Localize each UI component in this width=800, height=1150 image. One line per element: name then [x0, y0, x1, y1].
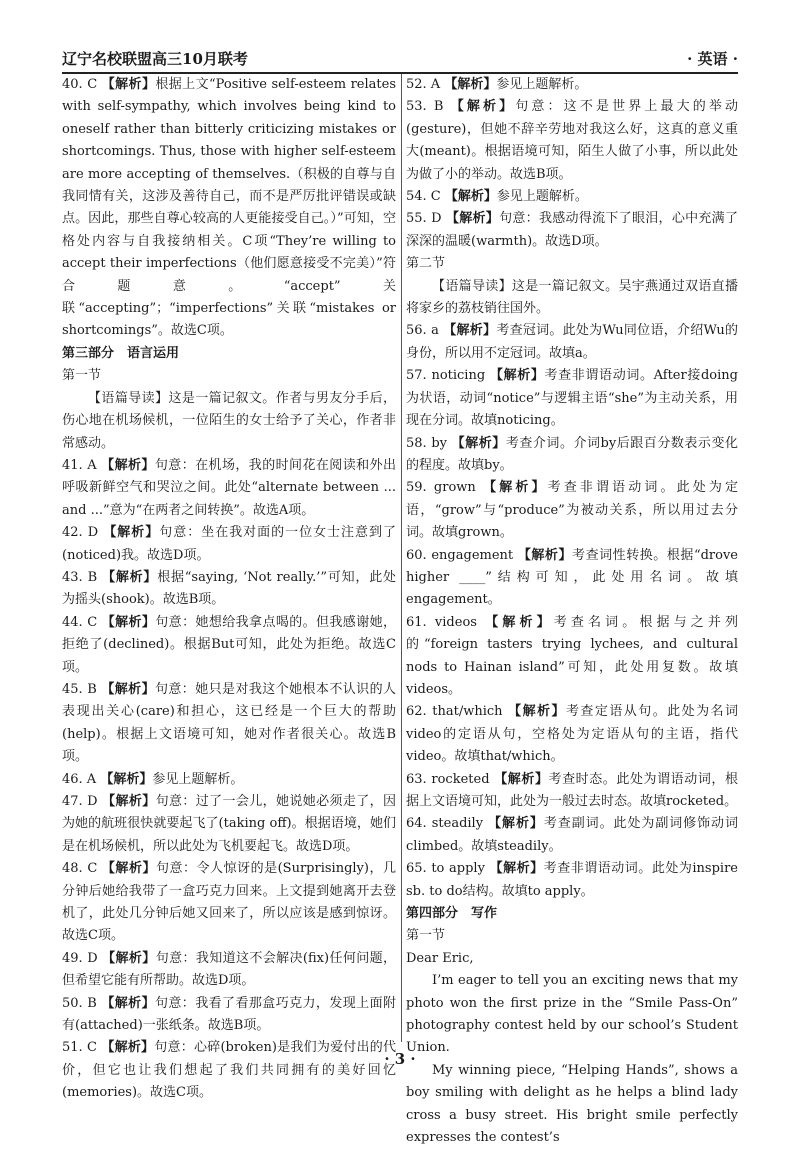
answer-number: 62. that/which [406, 704, 509, 720]
answer-number: 65. to apply [406, 861, 490, 877]
answer-text: 考查非谓语动词。此处为定语，“grow”与“produce”为被动关系，所以用过去分词。故填grown。 [406, 480, 738, 541]
answer-item [406, 612, 738, 702]
analysis-tag: 【解析】 [488, 816, 544, 832]
answer-number: 40. C [62, 77, 102, 92]
answer-number: 54. C [406, 189, 445, 205]
answer-number: 44. C [62, 614, 102, 630]
analysis-tag: 【解析】 [494, 771, 549, 787]
analysis-tag: 【解析】 [101, 861, 156, 877]
answer-item [406, 96, 738, 186]
answer-item [406, 74, 738, 96]
analysis-tag: 【解析】 [444, 189, 497, 205]
analysis-tag: 【解析】 [451, 435, 506, 451]
analysis-tag: 【解析】 [517, 547, 573, 563]
answer-number: 61. videos [406, 614, 486, 630]
answer-text: 根据“saying, ‘Not really.’”可知，此处为摇头(shook)。故选B项。 [62, 569, 396, 608]
answer-text: 句意：她只是对我这个她根本不认识的人表现出关心(care)和担心，这已经是一个巨大的帮助(help)。根据上文语境可知，她对作者很关心。故选B项。 [62, 681, 396, 765]
answer-item [406, 320, 738, 365]
answer-item [62, 1037, 396, 1104]
answer-number: 50. B [62, 995, 102, 1011]
analysis-tag: 【解析】 [101, 995, 155, 1011]
answer-text: 句意：过了一会儿，她说她必须走了，因为她的航班很快就要起飞了(taking off)。根据语境，她们是在机场候机，所以此处为飞机要起飞。故选D项。 [62, 794, 396, 854]
answer-number: 60. engagement [406, 547, 518, 563]
answer-text: 考查非谓语动词。此处为inspire sb. to do结构。故填to apply。 [406, 861, 738, 899]
answer-text: 句意：坐在我对面的一位女士注意到了(noticed)我。故选D项。 [62, 525, 396, 563]
answer-number: 57. noticing [406, 368, 490, 384]
analysis-tag: 【解析】 [100, 771, 153, 787]
answer-item [406, 858, 738, 903]
analysis-tag: 【解析】 [450, 99, 516, 115]
subsection-label: Dear Eric, [406, 950, 474, 966]
answer-item [62, 948, 396, 993]
page-number: · 3 · [384, 1050, 416, 1068]
answer-item [62, 993, 396, 1038]
answer-item [62, 791, 396, 858]
answer-number: 46. A [62, 771, 101, 787]
answer-text: 考查名词。根据与之并列的“foreign tasters trying lychees, and cultural nods to Hainan island”可知，此处用复数。故填videos。 [406, 614, 738, 697]
answer-number: 56. a [406, 323, 444, 339]
answer-item [406, 545, 738, 612]
left-column [62, 74, 396, 1105]
answer-item [406, 186, 738, 208]
answer-text: 参见上题解析。 [496, 77, 588, 92]
answer-item [62, 679, 396, 769]
answer-text: 句意：她想给我拿点喝的。但我感谢她，拒绝了(declined)。根据But可知，此处为拒绝。故选C项。 [62, 614, 396, 675]
answer-item [62, 612, 396, 679]
analysis-tag: 【解析】 [508, 704, 566, 720]
paragraph: 【语篇导读】这是一篇记叙文。吴宇燕通过双语直播将家乡的荔枝销往国外。 [406, 278, 738, 317]
answer-text: 考查时态。此处为谓语动词，根据上文语境可知，此处为一般过去时态。故填rocketed。 [406, 771, 738, 809]
answer-item [406, 813, 738, 858]
analysis-tag: 【解析】 [483, 480, 548, 496]
answer-number: 55. D [406, 211, 446, 227]
answer-item [62, 769, 396, 791]
answer-item [406, 477, 738, 544]
section-heading: 第三部分 语言运用 [62, 345, 180, 361]
answer-item [62, 858, 396, 948]
subsection-label: 第一节 [406, 928, 446, 944]
answer-text: 句意：令人惊讶的是(Surprisingly)，几分钟后她给我带了一盒巧克力回来。上文提到她离开去登机了，此处几分钟后她又回来了，所以应该是感到惊讶。故选C项。 [62, 861, 396, 944]
paragraph: I’m eager to tell you an exciting news that my photo won the first prize in the “Smile Pass-On” photography contest held by our school’s Student Union. [406, 973, 738, 1056]
analysis-tag: 【解析】 [101, 77, 156, 92]
analysis-tag: 【解析】 [102, 569, 158, 585]
answer-text: 考查介词。介词by后跟百分数表示变化的程度。故填by。 [406, 435, 738, 473]
analysis-tag: 【解析】 [444, 77, 497, 92]
answer-text: 句意：我知道这不会解决(fix)任何问题，但希望它能有所帮助。故选D项。 [62, 950, 396, 989]
page-header [62, 46, 738, 74]
analysis-tag: 【解析】 [103, 525, 160, 541]
answer-number: 49. D [62, 950, 103, 966]
answer-number: 64. steadily [406, 816, 489, 832]
answer-item [406, 769, 738, 814]
answer-number: 48. C [62, 861, 102, 877]
answer-number: 42. D [62, 525, 104, 541]
analysis-tag: 【解析】 [101, 1040, 155, 1056]
answer-text: 参见上题解析。 [496, 189, 588, 205]
paragraph: My winning piece, “Helping Hands”, shows a boy smiling with delight as he helps a blind lady cross a busy street. His bright smile perfectly expresses the contest’s [406, 1062, 738, 1146]
answer-item [406, 701, 738, 768]
answer-text: 句意：我看了看那盒巧克力，发现上面附有(attached)一张纸条。故选B项。 [62, 995, 396, 1034]
subsection-label: 第一节 [62, 368, 102, 384]
analysis-tag: 【解析】 [102, 794, 156, 809]
answer-item [406, 365, 738, 432]
answer-number: 63. rocketed [406, 771, 495, 787]
answer-text: 句意：这不是世界上最大的举动(gesture)，但她不辞辛劳地对我这么好，这真的意义重大(meant)。根据语境可知，陌生人做了小事，所以此处为做了小的举动。故选B项。 [406, 99, 738, 182]
answer-text: 考查词性转换。根据“drove higher ____”结构可知，此处用名词。故填engagement。 [406, 547, 738, 608]
section-heading: 第四部分 写作 [406, 906, 498, 922]
answer-number: 53. B [406, 99, 451, 115]
answer-number: 41. A [62, 457, 102, 473]
answer-item [62, 522, 396, 567]
answer-number: 58. by [406, 435, 452, 451]
answer-text: 根据上文“Positive self-esteem relates with self-sympathy, which involves being kind to oneself rather than bitterly criticizing mistakes or shortcomings. Thus, those with higher self-esteem are more accepting of themselves.（积极的自尊与自我同情有关，这涉及善待自己，而不是严厉批评错误或缺点。因此，那些自尊心较高的人更能接受自己。）”可知，空格处内容与自我接纳相关。C项“They’re willing to accept their imperfections（他们愿意接受不完美）”符合题意。“accept”关联“accepting”；“imperfections”关联“mistakes or shortcomings”。故选C项。 [62, 77, 396, 339]
answer-text: 考查定语从句。此处为名词video的定语从句，空格处为定语从句的主语，指代video。故填that/which。 [406, 704, 738, 765]
answer-text: 考查副词。此处为副词修饰动词climbed。故填steadily。 [406, 816, 738, 854]
answer-number: 51. C [62, 1040, 102, 1056]
answer-number: 43. B [62, 569, 103, 585]
subsection-label: 第二节 [406, 256, 446, 272]
analysis-tag: 【解析】 [102, 950, 156, 966]
analysis-tag: 【解析】 [101, 681, 155, 697]
answer-number: 47. D [62, 794, 103, 809]
answer-text: 句意：我感动得流下了眼泪，心中充满了深深的温暖(warmth)。故选D项。 [406, 211, 738, 249]
answer-text: 考查非谓语动词。After接doing为状语，动词“notice”与逻辑主语“she”为主动关系，用现在分词。故填noticing。 [406, 368, 738, 429]
analysis-tag: 【解析】 [445, 211, 500, 227]
answer-number: 52. A [406, 77, 445, 92]
answer-number: 45. B [62, 681, 102, 697]
answer-text: 句意：在机场，我的时间花在阅读和外出呼吸新鲜空气和哭泣之间。此处“alternate between ... and ...”意为“在两者之间转换”。故选A项。 [62, 457, 396, 518]
analysis-tag: 【解析】 [101, 614, 156, 630]
analysis-tag: 【解析】 [101, 457, 155, 473]
analysis-tag: 【解析】 [489, 861, 544, 877]
answer-item [62, 567, 396, 612]
answer-item [406, 433, 738, 478]
answer-text: 考查冠词。此处为Wu同位语，介绍Wu的身份，所以用不定冠词。故填a。 [406, 323, 738, 361]
analysis-tag: 【解析】 [489, 368, 545, 384]
answer-item [406, 208, 738, 253]
column-divider [401, 74, 402, 1042]
exam-title: 辽宁名校联盟高三10月联考 [62, 50, 248, 68]
answer-item [62, 74, 396, 343]
answer-number: 59. grown [406, 480, 484, 496]
answer-text: 参见上题解析。 [152, 771, 244, 787]
answer-text: 句意：心碎(broken)是我们为爱付出的代价，但它也让我们想起了我们共同拥有的美好回忆(memories)。故选C项。 [62, 1040, 396, 1101]
subject-label: · 英语 · [687, 50, 738, 68]
answer-item [62, 455, 396, 522]
analysis-tag: 【解析】 [443, 323, 497, 339]
analysis-tag: 【解析】 [485, 614, 554, 630]
paragraph: 【语篇导读】这是一篇记叙文。作者与男友分手后，伤心地在机场候机，一位陌生的女士给予了关心，作者非常感动。 [62, 390, 396, 451]
right-column [406, 74, 738, 1150]
